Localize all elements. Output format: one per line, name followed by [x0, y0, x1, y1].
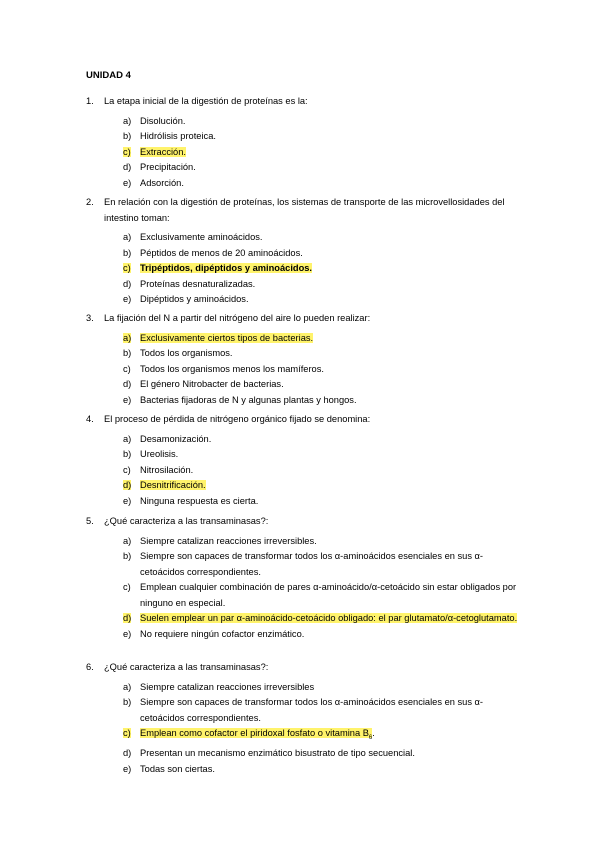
option-text: Todos los organismos.	[140, 348, 233, 358]
option-text: Todos los organismos menos los mamíferos.	[140, 363, 324, 374]
option-d-highlighted	[86, 478, 526, 494]
option-letter: d)	[123, 379, 132, 389]
option-a	[86, 230, 526, 246]
option-d	[86, 746, 526, 762]
option-text: Disolución.	[140, 115, 186, 126]
option-text: Siempre son capaces de transformar todos los α-aminoácidos esenciales en sus α-cetoácidos correspondientes.	[140, 551, 484, 577]
option-letter: b)	[123, 348, 132, 358]
question-2	[86, 195, 526, 308]
option-text: Proteínas desnaturalizadas.	[140, 278, 256, 289]
option-letter: b)	[123, 551, 132, 561]
option-c-highlighted	[86, 261, 526, 277]
option-letter: e)	[123, 394, 132, 405]
option-text: Siempre son capaces de transformar todos los α-aminoácidos esenciales en sus α-cetoácidos correspondientes.	[140, 697, 484, 723]
highlighted-answer: Desnitrificación.	[140, 480, 206, 490]
option-a	[86, 534, 526, 550]
highlighted-answer: Exclusivamente ciertos tipos de bacterias.	[140, 332, 314, 343]
option-letter: d)	[123, 278, 132, 289]
question-text: ¿Qué caracteriza a las transaminasas?:	[104, 662, 269, 672]
option-c	[86, 463, 526, 479]
option-letter: b)	[123, 247, 132, 258]
question-number: 3.	[86, 313, 94, 323]
option-text: Precipitación.	[140, 162, 196, 172]
option-b	[86, 695, 526, 726]
question-5	[86, 514, 526, 642]
option-d	[86, 277, 526, 293]
option-text: Dipéptidos y aminoácidos.	[140, 294, 249, 304]
option-text: Bacterias fijadoras de N y algunas plantas y hongos.	[140, 394, 357, 405]
option-text: Hidrólisis proteica.	[140, 131, 216, 141]
subscript: 6	[368, 734, 373, 741]
option-letter: a)	[123, 332, 132, 343]
option-text: Emplean cualquier combinación de pares α-aminoácido/α-cetoácido sin estar obligados por ninguno en especial.	[140, 582, 517, 608]
option-letter: a)	[123, 535, 132, 546]
option-b	[86, 346, 526, 362]
option-text: Adsorción.	[140, 177, 184, 188]
option-letter: d)	[123, 613, 132, 623]
option-text: Presentan un mecanismo enzimático bisustrato de tipo secuencial.	[140, 748, 415, 759]
option-letter: c)	[123, 363, 131, 374]
option-text: Desamonización.	[140, 433, 212, 444]
option-text: El género Nitrobacter de bacterias.	[140, 379, 284, 389]
option-d-highlighted	[86, 611, 526, 627]
option-e	[86, 393, 526, 409]
option-text: No requiere ningún cofactor enzimático.	[140, 628, 305, 639]
question-text: ¿Qué caracteriza a las transaminasas?:	[104, 516, 269, 526]
option-letter: c)	[123, 728, 131, 738]
option-d	[86, 377, 526, 393]
question-number: 2.	[86, 197, 94, 207]
question-6	[86, 660, 526, 777]
option-text: Nitrosilación.	[140, 464, 194, 475]
option-b	[86, 549, 526, 580]
option-e	[86, 494, 526, 510]
option-text: Ninguna respuesta es cierta.	[140, 495, 259, 506]
option-text: Exclusivamente aminoácidos.	[140, 232, 263, 242]
option-letter: e)	[123, 294, 132, 304]
question-number: 4.	[86, 414, 94, 424]
option-letter: a)	[123, 433, 132, 444]
question-text: En relación con la digestión de proteínas, los sistemas de transporte de las microvellosidades del intestino toman:	[104, 197, 505, 223]
option-letter: e)	[123, 177, 132, 188]
highlighted-answer: Suelen emplear un par α-aminoácido-cetoácido obligado: el par glutamato/α-cetoglutamato.	[140, 613, 518, 623]
page-title: UNIDAD 4	[86, 70, 131, 81]
option-e	[86, 627, 526, 643]
option-e	[86, 762, 526, 778]
option-a	[86, 680, 526, 696]
option-letter: a)	[123, 115, 132, 126]
option-c	[86, 580, 526, 611]
highlighted-answer: Extracción.	[140, 146, 186, 157]
option-b	[86, 129, 526, 145]
option-text: Siempre catalizan reacciones irreversibles.	[140, 535, 317, 546]
trailing-period: .	[372, 728, 375, 738]
question-number: 5.	[86, 516, 94, 526]
option-b	[86, 447, 526, 463]
option-letter: c)	[123, 146, 131, 157]
option-letter: c)	[123, 464, 131, 475]
question-1	[86, 94, 526, 191]
option-letter: e)	[123, 763, 132, 774]
option-c	[86, 362, 526, 378]
question-text: El proceso de pérdida de nitrógeno orgánico fijado se denomina:	[104, 414, 371, 424]
highlighted-answer	[140, 728, 373, 741]
question-text: La fijación del N a partir del nitrógeno del aire lo pueden realizar:	[104, 313, 371, 323]
option-letter: c)	[123, 582, 131, 592]
option-d	[86, 160, 526, 176]
option-letter: e)	[123, 495, 132, 506]
highlighted-answer: Tripéptidos, dipéptidos y aminoácidos.	[140, 263, 313, 273]
question-3	[86, 311, 526, 408]
question-number: 6.	[86, 662, 94, 672]
option-a	[86, 114, 526, 130]
highlighted-answer-text: Emplean como cofactor el piridoxal fosfato o vitamina B	[140, 728, 369, 738]
option-letter: d)	[123, 480, 132, 490]
option-e	[86, 292, 526, 308]
option-text: Ureolisis.	[140, 449, 179, 459]
option-a	[86, 432, 526, 448]
option-letter: a)	[123, 681, 132, 692]
option-b	[86, 246, 526, 262]
option-letter: b)	[123, 449, 132, 459]
option-e	[86, 176, 526, 192]
question-4	[86, 412, 526, 509]
option-letter: b)	[123, 697, 132, 707]
question-number: 1.	[86, 96, 94, 106]
option-text: Siempre catalizan reacciones irreversibles	[140, 681, 315, 692]
option-c-highlighted	[86, 726, 526, 746]
option-c-highlighted	[86, 145, 526, 161]
option-letter: b)	[123, 131, 132, 141]
option-letter: e)	[123, 628, 132, 639]
option-letter: a)	[123, 232, 132, 242]
option-letter: d)	[123, 748, 132, 759]
option-text: Todas son ciertas.	[140, 763, 215, 774]
option-text: Péptidos de menos de 20 aminoácidos.	[140, 247, 303, 258]
option-letter: d)	[123, 162, 132, 172]
option-letter: c)	[123, 263, 131, 273]
question-text: La etapa inicial de la digestión de proteínas es la:	[104, 96, 308, 106]
option-a-highlighted	[86, 331, 526, 347]
